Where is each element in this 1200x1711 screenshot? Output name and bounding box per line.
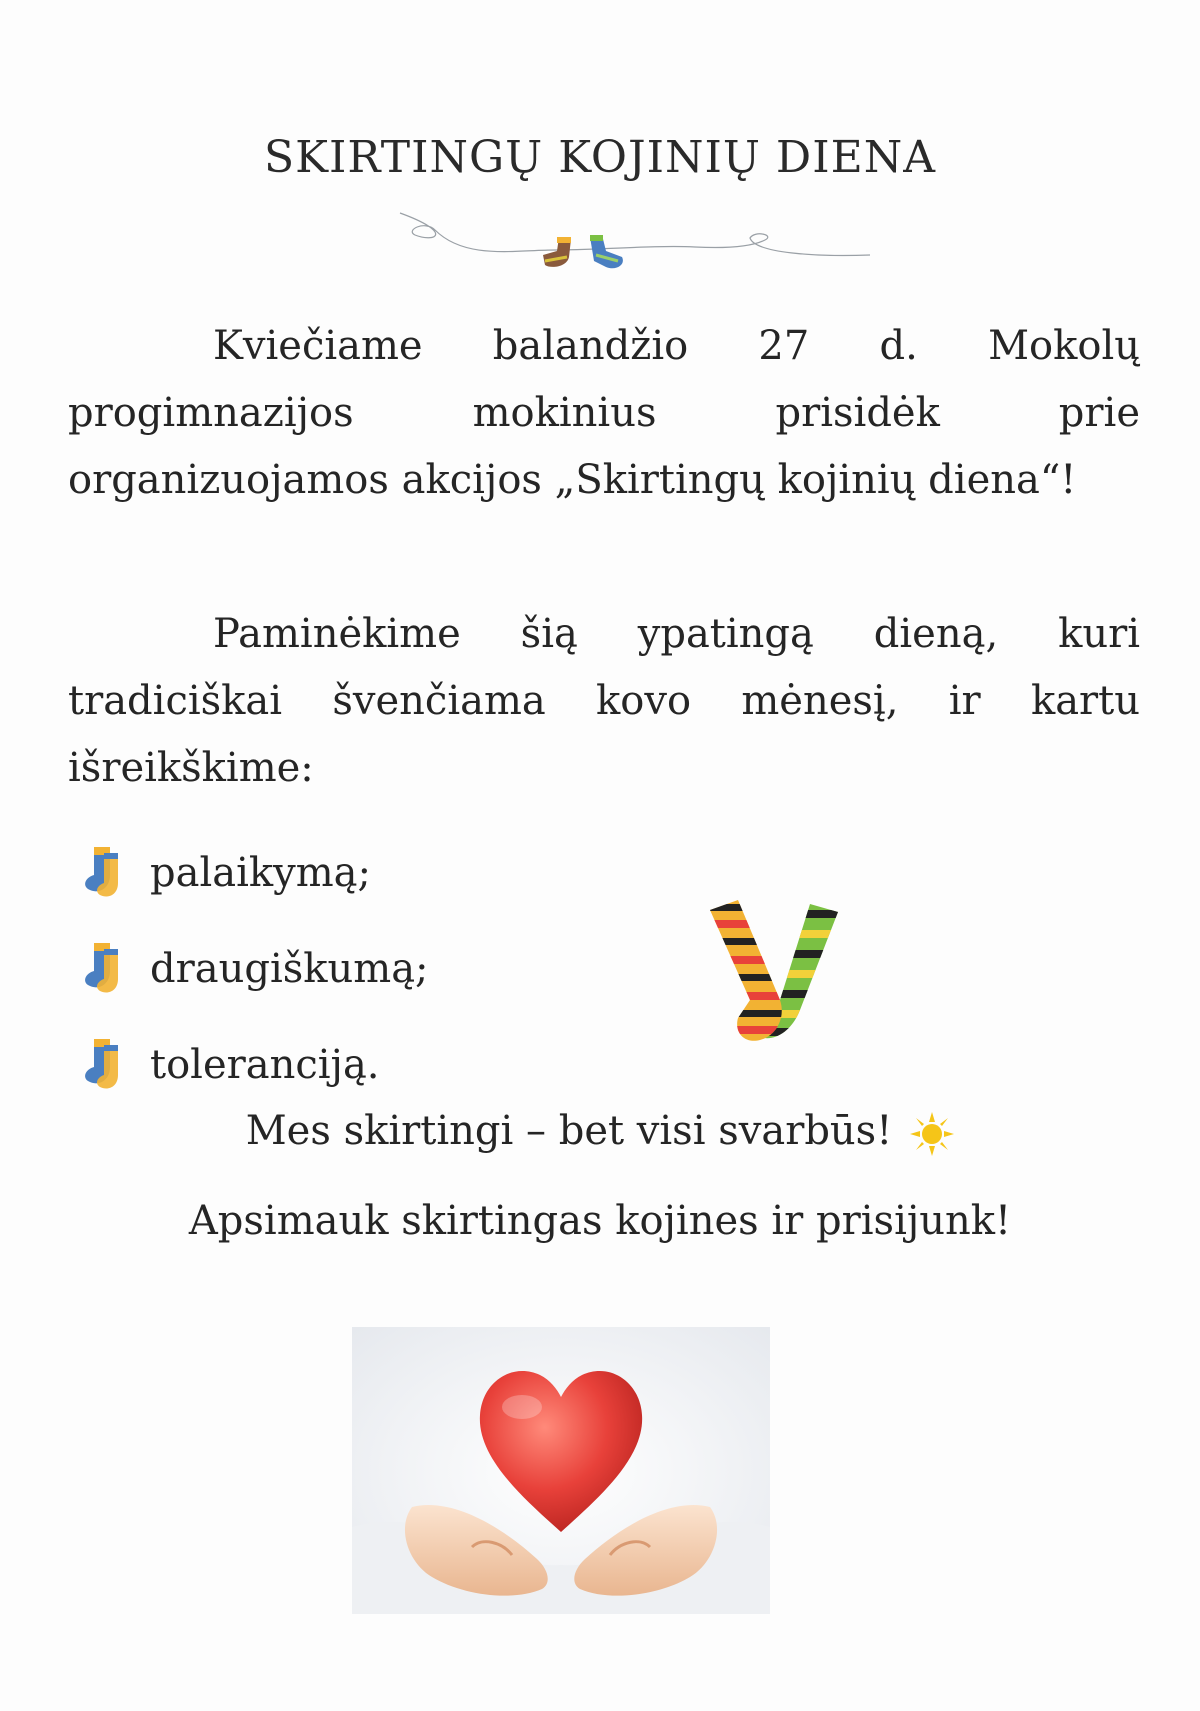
commemorate-paragraph [68, 601, 1140, 802]
page-title: SKIRTINGŲ KOJINIŲ DIENA [264, 132, 936, 183]
heart-in-hands-image [352, 1327, 770, 1614]
value-tolerance: toleranciją. [150, 1042, 380, 1088]
list-item [80, 921, 680, 1017]
socks-icon [80, 1037, 130, 1093]
value-support: palaikymą; [150, 850, 371, 896]
socks-icon [80, 845, 130, 901]
sun-icon [910, 1112, 954, 1156]
slogan-join: Apsimauk skirtingas kojines ir prisijunk! [188, 1198, 1012, 1244]
socks-icon [80, 941, 130, 997]
invitation-text: Kviečiame balandžio 27 d. Mokolų progimnazijos mokinius prisidėk prie organizuojamos akcijos „Skirtingų kojinių diena“! [68, 323, 1140, 503]
list-item [80, 1017, 680, 1113]
slogan-different [0, 1108, 1200, 1156]
crossed-striped-socks-icon [700, 900, 850, 1050]
hanging-socks-divider-icon [395, 205, 875, 295]
slogan-different-text: Mes skirtingi – bet visi svarbūs! [245, 1108, 893, 1154]
values-list [80, 825, 680, 1113]
commemorate-text: Paminėkime šią ypatingą dieną, kuri tradiciškai švenčiama kovo mėnesį, ir kartu išreikškime: [68, 611, 1140, 791]
value-friendliness: draugiškumą; [150, 946, 429, 992]
list-item [80, 825, 680, 921]
invitation-paragraph [68, 313, 1140, 514]
